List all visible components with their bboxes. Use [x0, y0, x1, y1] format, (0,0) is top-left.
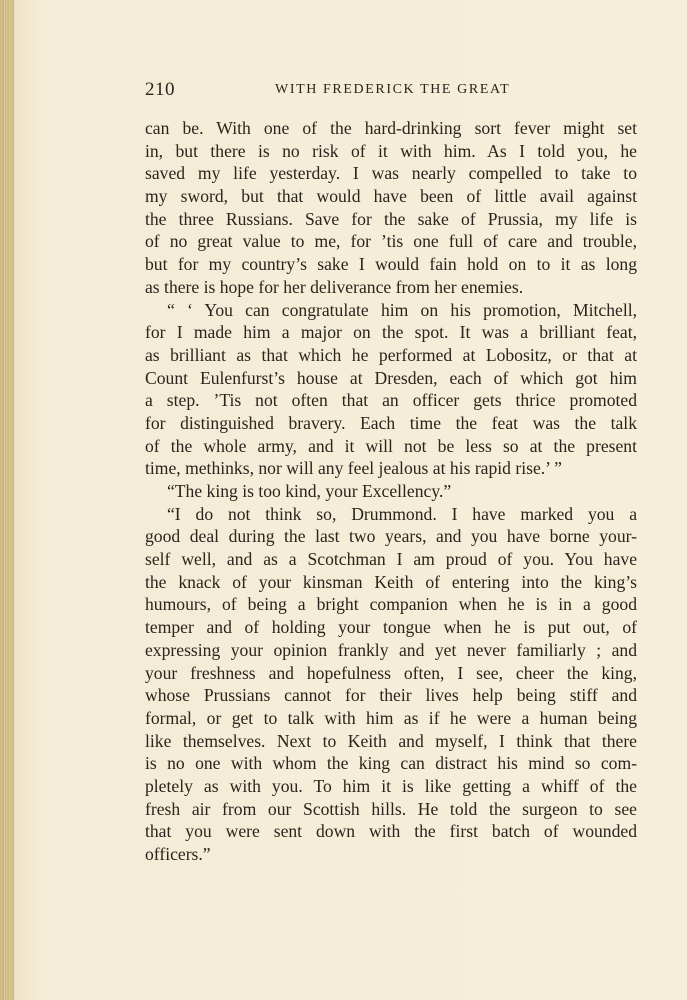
running-head [145, 79, 637, 101]
text-line: Count Eulenfurst’s house at Dresden, each of which got him [145, 367, 637, 388]
text-line: “I do not think so, Drummond. I have marked you a [167, 503, 637, 524]
text-line: fresh air from our Scottish hills. He told the surgeon to see [145, 798, 637, 819]
text-line: your freshness and hopefulness often, I see, cheer the king, [145, 662, 637, 683]
text-line: as there is hope for her deliverance from her enemies. [145, 276, 524, 297]
text-line: in, but there is no risk of it with him. As I told you, he [145, 140, 637, 161]
page-number: 210 [145, 79, 175, 100]
text-line: temper and of holding your tongue when he is put out, of [145, 617, 637, 638]
text-line: formal, or get to talk with him as if he were a human being [145, 707, 637, 728]
text-line: saved my life yesterday. I was nearly compelled to take to [145, 163, 637, 184]
text-line: that you were sent down with the first batch of wounded [145, 821, 637, 842]
text-line: “ ‘ You can congratulate him on his promotion, Mitchell, [167, 299, 637, 320]
text-line: the knack of your kinsman Keith of entering into the king’s [145, 571, 637, 592]
text-line: the three Russians. Save for the sake of Prussia, my life is [145, 208, 637, 229]
text-line: humours, of being a bright companion when he is in a good [145, 594, 637, 615]
text-line: pletely as with you. To him it is like getting a whiff of the [145, 775, 637, 796]
text-line: officers.” [145, 844, 211, 864]
page-binding-edge [0, 0, 14, 1000]
text-line: can be. With one of the hard-drinking sort fever might set [145, 118, 637, 138]
text-line: for I made him a major on the spot. It was a brilliant feat, [145, 322, 637, 343]
text-line: of no great value to me, for ’tis one full of care and trouble, [145, 231, 637, 252]
text-line: like themselves. Next to Keith and myself, I think that there [145, 730, 637, 751]
text-line: for distinguished bravery. Each time the feat was the talk [145, 412, 637, 433]
text-line: a step. ’Tis not often that an officer gets thrice promoted [145, 390, 637, 411]
text-line: of the whole army, and it will not be less so at the present [145, 435, 637, 456]
text-line: self well, and as a Scotchman I am proud of you. You have [145, 549, 637, 570]
text-line: good deal during the last two years, and you have borne your- [145, 526, 637, 547]
text-line: time, methinks, nor will any feel jealous at his rapid rise.’ ” [145, 458, 562, 479]
text-line: my sword, but that would have been of little avail against [145, 186, 637, 207]
text-line: but for my country’s sake I would fain hold on to it as long [145, 254, 637, 275]
text-line: is no one with whom the king can distract his mind so com- [145, 753, 637, 774]
text-line: as brilliant as that which he performed at Lobositz, or that at [145, 344, 637, 365]
text-line: whose Prussians cannot for their lives help being stiff and [145, 685, 637, 706]
running-title: WITH FREDERICK THE GREAT [275, 82, 511, 97]
body-text [145, 117, 637, 866]
text-line: expressing your opinion frankly and yet never familiarly ; and [145, 639, 637, 660]
text-line: “The king is too kind, your Excellency.” [167, 481, 452, 501]
